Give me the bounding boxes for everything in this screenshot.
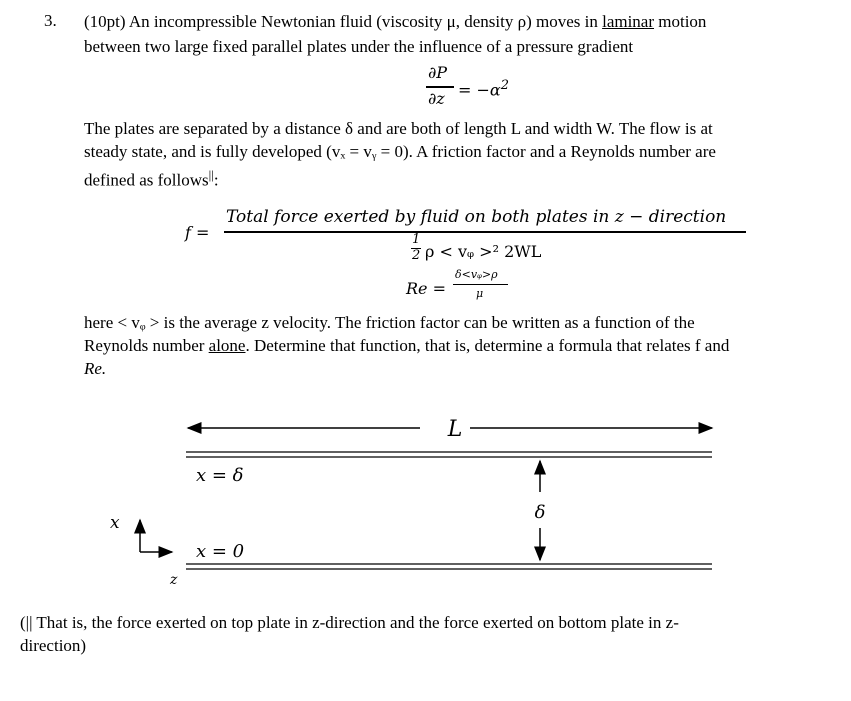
parallel-plates-diagram xyxy=(0,400,851,600)
problem-line-1-text: An incompressible Newtonian fluid (viscosity μ, density ρ) moves in xyxy=(128,12,603,31)
para2-line-1: The plates are separated by a distance δ and are both of length L and width W. The flow is at xyxy=(84,119,713,138)
axis-x-label: x xyxy=(110,513,120,533)
reynolds-lhs: Re = xyxy=(406,279,447,298)
friction-numerator: Total force exerted by fluid on both plates in z − direction xyxy=(226,207,727,227)
reynolds-numerator: δ<vᵩ>ρ xyxy=(455,268,498,281)
axis-z-label: z xyxy=(170,572,178,588)
para3-line-2-end: . Determine that function, that is, determine a formula that relates f and xyxy=(245,336,730,355)
alone-underlined: alone xyxy=(208,336,246,355)
gradient-numerator: ∂P xyxy=(428,63,448,82)
friction-lhs: f = xyxy=(185,223,210,242)
gradient-exponent: 2 xyxy=(500,78,509,93)
friction-denominator: ρ < vᵩ >² 2WL xyxy=(425,242,542,261)
para3-line-1: here < vᵩ > is the average z velocity. The friction factor can be written as a function of the xyxy=(84,313,695,332)
problem-line-1-end: motion xyxy=(654,12,707,31)
reynolds-fraction-bar xyxy=(453,284,508,285)
para2-line-3-text: defined as follows xyxy=(84,170,209,190)
problem-number: 3. xyxy=(44,11,57,30)
para3-line-2-text: Reynolds number xyxy=(84,336,209,355)
half-denominator: 2 xyxy=(412,248,421,263)
bottom-plate-label: x = 0 xyxy=(196,541,245,562)
gap-label: δ xyxy=(534,502,546,523)
gradient-rhs xyxy=(458,75,509,101)
length-label: L xyxy=(447,417,463,442)
footnote-line-2: direction) xyxy=(20,636,87,655)
para2-line-2: steady state, and is fully developed (vₓ = vᵧ = 0). A friction factor and a Reynolds number are xyxy=(84,142,716,161)
half-numerator: 1 xyxy=(412,232,421,247)
gradient-denominator: ∂z xyxy=(428,89,445,108)
para3-line-2 xyxy=(84,335,729,357)
problem-points: (10pt) xyxy=(84,12,126,31)
para3-line-3: Re. xyxy=(84,359,107,378)
footnote-line-1: (|| That is, the force exerted on top plate in z-direction and the force exerted on bottom plate in z- xyxy=(20,613,679,632)
footnote-mark: || xyxy=(208,167,214,182)
laminar-underlined: laminar xyxy=(602,12,655,31)
problem-line-2: between two large fixed parallel plates under the influence of a pressure gradient xyxy=(84,37,634,56)
problem-line-1 xyxy=(84,11,706,33)
friction-fraction-bar xyxy=(224,231,746,233)
gradient-rhs-text: = −α xyxy=(458,80,501,100)
para2-line-3 xyxy=(84,164,219,192)
para2-line-3-colon: : xyxy=(213,170,219,190)
reynolds-denominator: μ xyxy=(476,287,484,300)
top-plate-label: x = δ xyxy=(196,465,244,486)
